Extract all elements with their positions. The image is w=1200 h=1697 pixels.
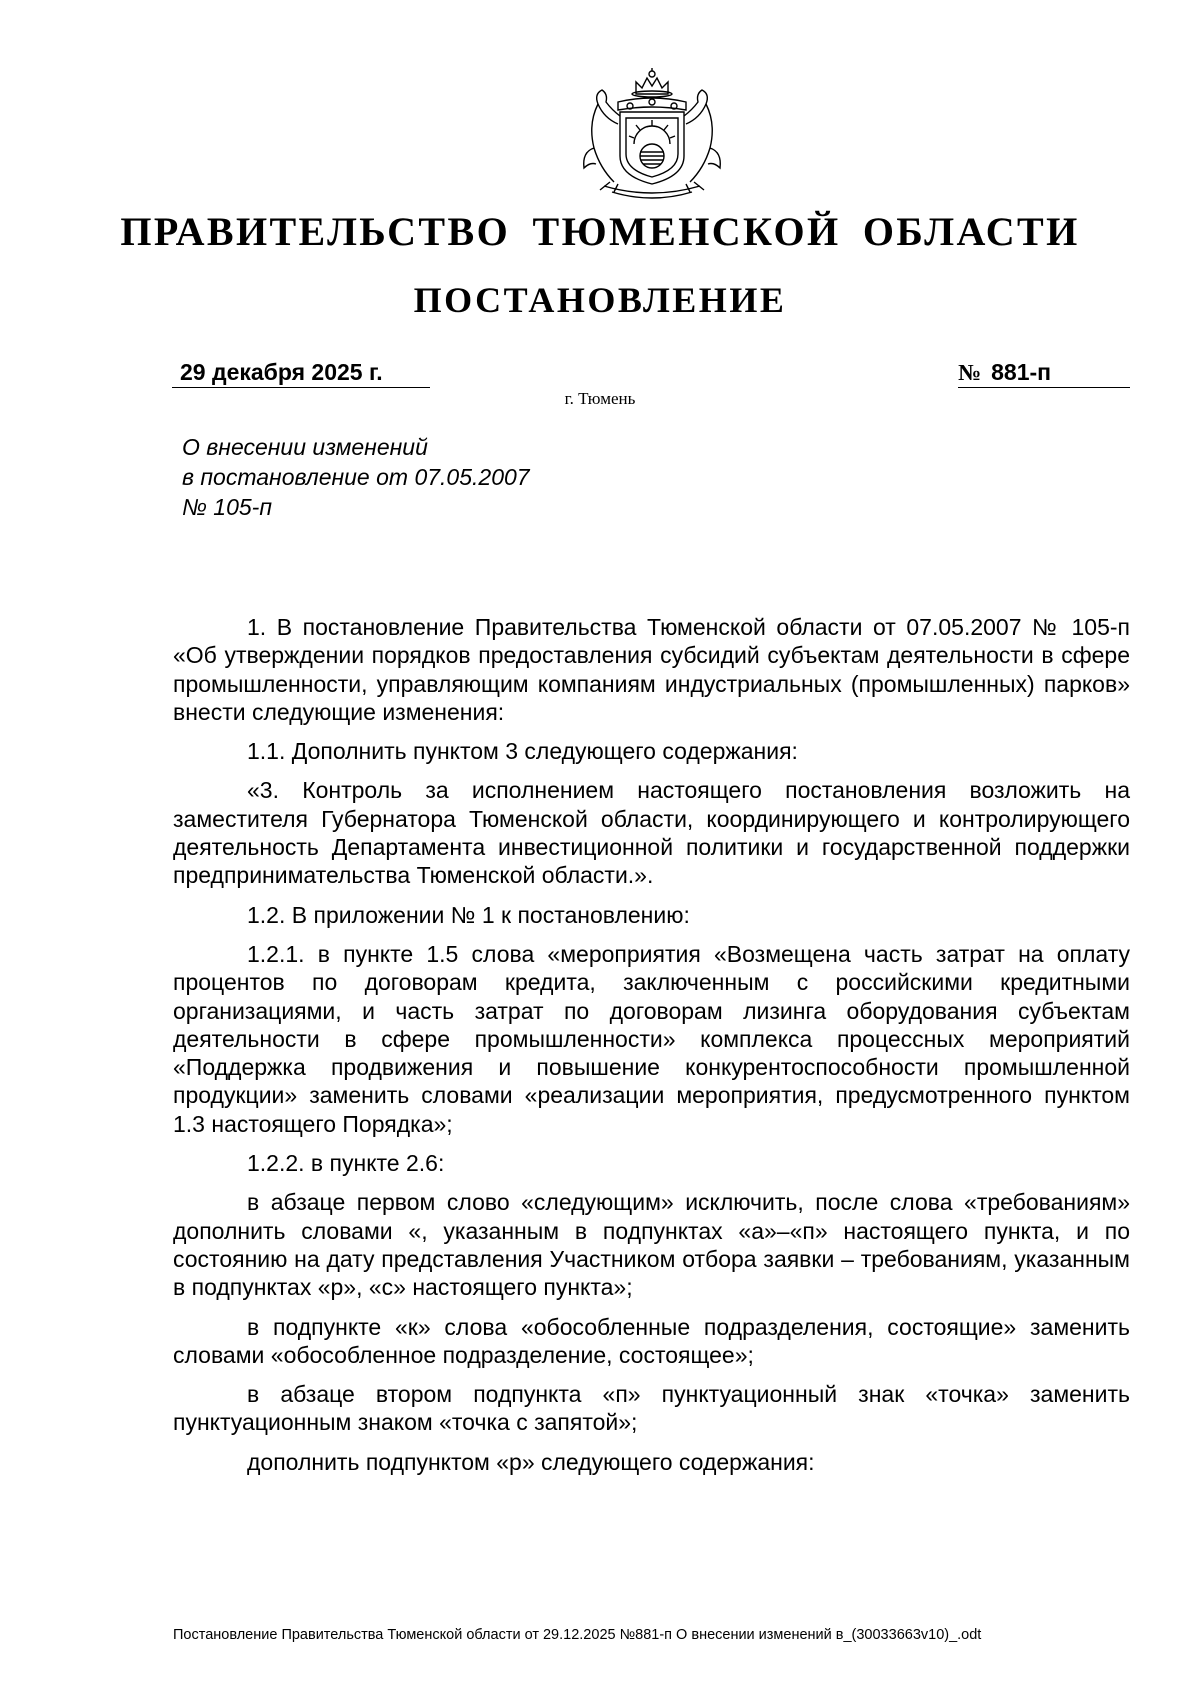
body-paragraph: 1. В постановление Правительства Тюменской области от 07.05.2007 № 105-п «Об утверждении порядков предоставления субсидий субъектам деятельности в сфере промышленности, управляющим компаниям индустриальных (промышленных) парков» внести следующие изменения:	[173, 614, 1130, 725]
coat-of-arms-emblem	[574, 64, 730, 200]
body-paragraph: дополнить подпунктом «р» следующего содержания:	[247, 1448, 815, 1475]
subject-line: в постановление от 07.05.2007	[182, 464, 530, 490]
body-paragraph: в абзаце первом слово «следующим» исключить, после слова «требованиям» дополнить словами «, указанным в подпунктах «а»–«п» настоящего пункта, и по состоянию на дату представления Участником отбора заявки – требованиям, указанным в подпунктах «р», «с» настоящего пункта»;	[173, 1189, 1130, 1301]
number-sign: №	[958, 360, 982, 385]
document-footer-filename: Постановление Правительства Тюменской области от 29.12.2025 №881-п О внесении изменений в_(30033663v10)_.odt	[173, 1627, 982, 1643]
document-subject	[182, 432, 702, 522]
subject-line: О внесении изменений	[182, 434, 428, 460]
body-paragraph: 1.2.1. в пункте 1.5 слова «мероприятия «Возмещена часть затрат на оплату процентов по договорам кредита, заключенным с российскими кредитными организациями, и часть затрат по договорам лизинга оборудования субъектам деятельности в сфере промышленности» комплекса процессных мероприятий «Поддержка продвижения и повышение конкурентоспособности промышленной продукции» заменить словами «реализации мероприятия, предусмотренного пунктом 1.3 настоящего Порядка»;	[173, 940, 1130, 1137]
body-paragraph: 1.2.2. в пункте 2.6:	[247, 1150, 445, 1177]
document-city: г. Тюмень	[564, 389, 636, 408]
body-paragraph: «3. Контроль за исполнением настоящего постановления возложить на заместителя Губернатора Тюменской области, координирующего и контролирующего деятельность Департамента инвестиционной политики и государственной поддержки предпринимательства Тюменской области.».	[173, 777, 1130, 889]
body-paragraph: 1.1. Дополнить пунктом 3 следующего содержания:	[247, 738, 798, 765]
government-title: ПРАВИТЕЛЬСТВО ТЮМЕНСКОЙ ОБЛАСТИ	[120, 209, 1080, 254]
document-number-field	[958, 358, 1130, 388]
document-type-title: ПОСТАНОВЛЕНИЕ	[413, 280, 787, 320]
body-paragraph: в абзаце втором подпункта «п» пунктуационный знак «точка» заменить пунктуационным знаком «точка с запятой»;	[173, 1381, 1130, 1436]
subject-line: № 105-п	[182, 494, 272, 520]
document-body	[173, 613, 1130, 1487]
document-date: 29 декабря 2025 г.	[172, 358, 430, 388]
body-paragraph: в подпункте «к» слова «обособленные подразделения, состоящие» заменить словами «обособленное подразделение, состоящее»;	[173, 1313, 1130, 1368]
document-number: 881-п	[991, 359, 1052, 385]
body-paragraph: 1.2. В приложении № 1 к постановлению:	[247, 901, 690, 928]
